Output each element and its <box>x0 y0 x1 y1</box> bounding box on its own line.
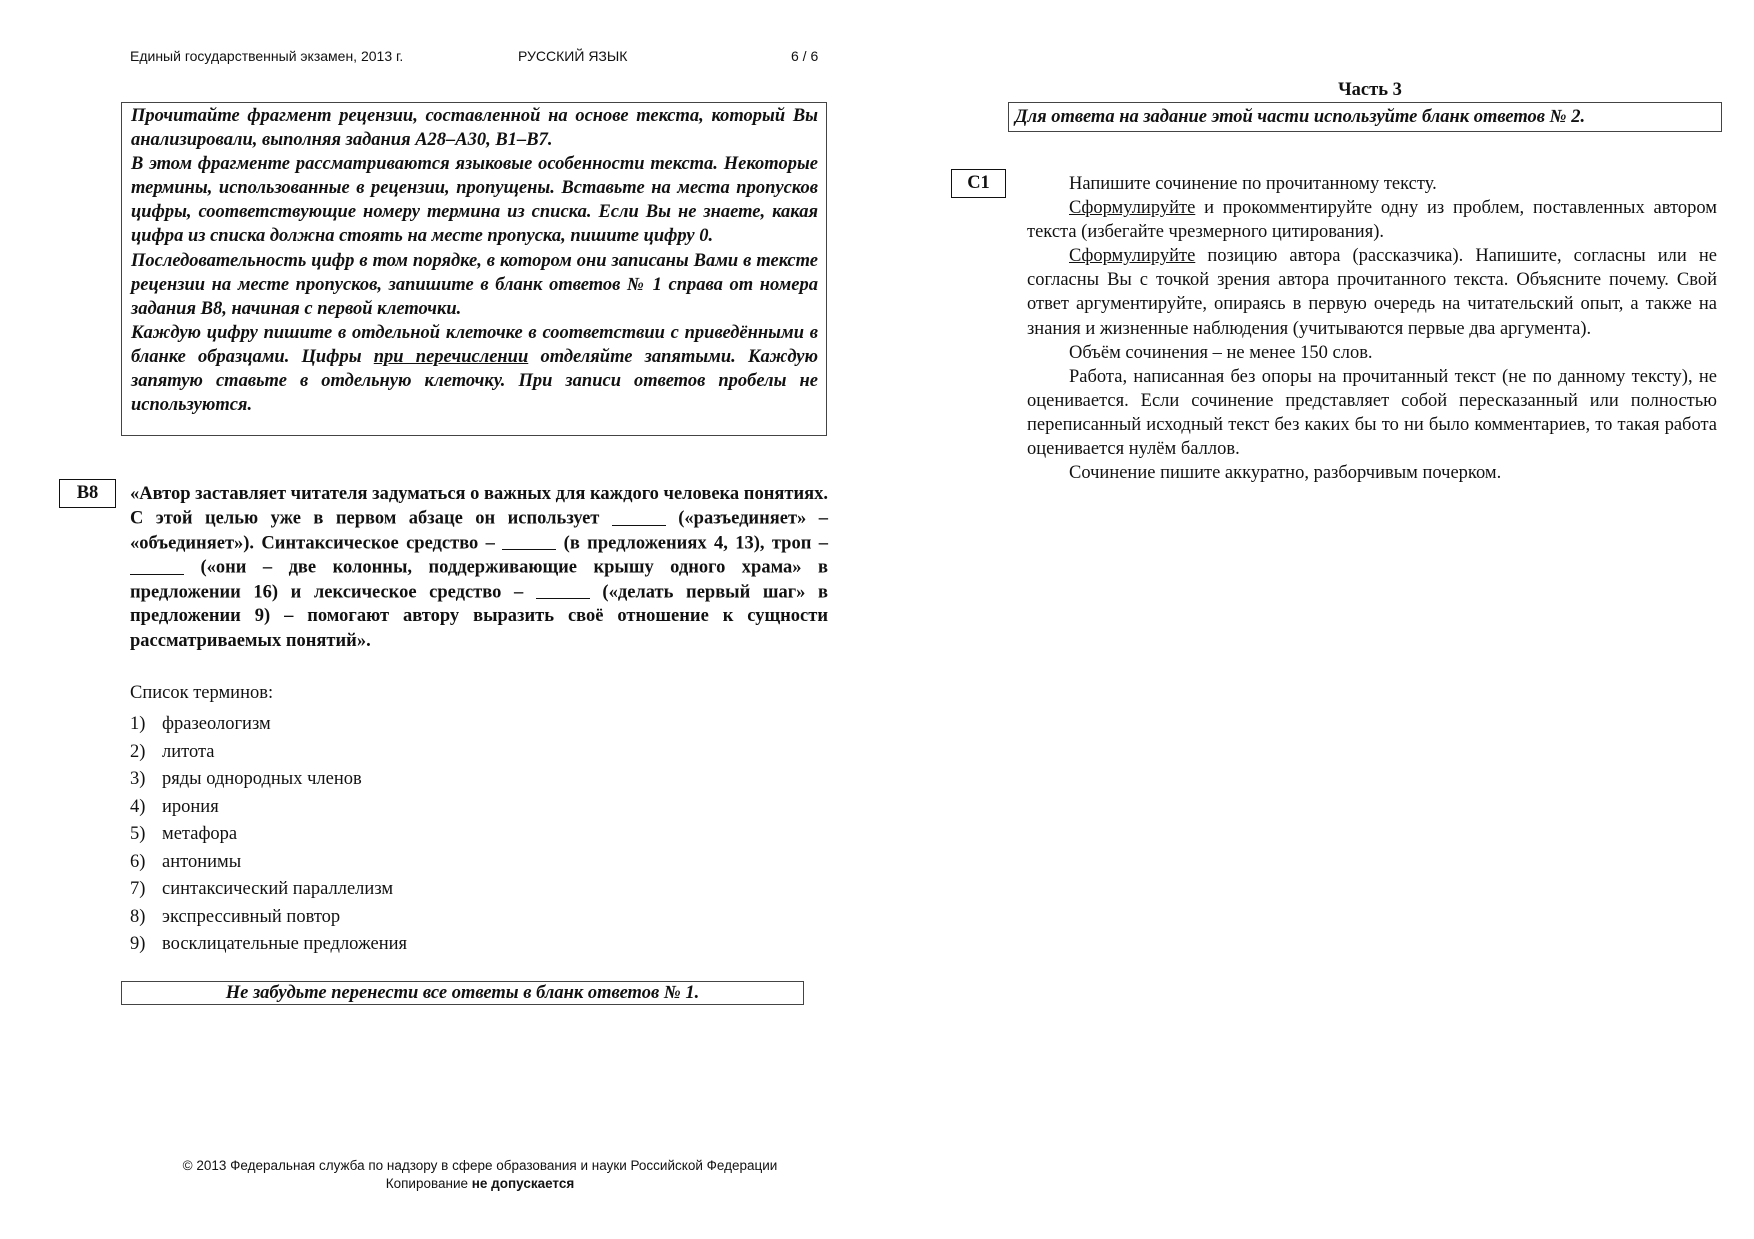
term-item <box>130 904 407 932</box>
term-item <box>130 766 407 794</box>
task-label-c1: С1 <box>951 169 1006 198</box>
instructions-box <box>121 102 827 436</box>
term-text: экспрессивный повтор <box>162 906 341 927</box>
term-number: 4) <box>130 796 146 817</box>
term-text: антонимы <box>162 851 242 872</box>
instructions-paragraph-3: Последовательность цифр в том порядке, в котором они записаны Вами в тексте рецензии на месте пропусков, запишите в бланк ответов № 1 справа от номера задания В8, начиная с первой клеточки. <box>131 250 818 319</box>
term-number: 7) <box>130 879 146 899</box>
term-text: ирония <box>162 796 219 817</box>
term-text: метафора <box>162 824 238 844</box>
part-title: Часть 3 <box>1338 80 1402 100</box>
instructions-p4-start: Каждую цифру пишите в отдельной клеточке в соответствии с приведёнными в бланке образцами. Цифры <box>131 322 818 367</box>
term-text: ряды однородных членов <box>162 769 362 789</box>
c1-p2-underlined: Сформулируйте <box>1069 198 1196 219</box>
b8-text-segment-3: (в предложениях 4, 13), троп – <box>556 533 828 554</box>
term-text: фразеологизм <box>162 714 271 734</box>
term-text: литота <box>162 741 215 762</box>
c1-paragraph-4: Объём сочинения – не менее 150 слов. <box>1069 342 1373 363</box>
term-number: 9) <box>130 934 146 954</box>
term-text: синтаксический параллелизм <box>162 879 394 899</box>
b8-blank-3 <box>130 555 184 575</box>
footer-copyright: © 2013 Федеральная служба по надзору в сфере образования и науки Российской Федерации <box>182 1158 778 1173</box>
instructions-paragraph-4 <box>131 321 818 417</box>
b8-text-segment-5: («делать первый шаг» в предложении 9) – помогают автору выразить своё отношение к сущности рассматриваемых понятий». <box>130 582 828 651</box>
term-text: восклицательные предложения <box>162 934 408 954</box>
c1-paragraph-5: Работа, написанная без опоры на прочитанный текст (не по данному тексту), не оценивается. Если сочинение представляет собой пересказанный или полностью переписанный исходный текст без каких бы то ни было комментариев, то такая работа оценивается нулём баллов. <box>1027 366 1717 460</box>
terms-list <box>130 711 407 959</box>
c1-task-text <box>1027 172 1717 485</box>
b8-blank-2 <box>502 531 556 551</box>
term-number: 3) <box>130 769 146 789</box>
c1-paragraph-1: Напишите сочинение по прочитанному тексту. <box>1069 174 1437 194</box>
instructions-p4-end: отделяйте запятыми. Каждую запятую ставьте в отдельную клеточку. При записи ответов пробелы не используются. <box>131 346 819 416</box>
part-instruction-box: Для ответа на задание этой части используйте бланк ответов № 2. <box>1008 102 1722 132</box>
footer-copy-bold: не допускается <box>471 1176 575 1191</box>
term-item <box>130 849 407 877</box>
term-item <box>130 739 407 767</box>
c1-p3-underlined: Сформулируйте <box>1069 246 1196 267</box>
instructions-paragraph-1: Прочитайте фрагмент рецензии, составленной на основе текста, который Вы анализировали, выполняя задания А28–А30, В1–В7. <box>131 106 818 151</box>
footer-copy-start: Копирование <box>385 1176 472 1191</box>
b8-review-text <box>130 482 828 653</box>
term-number: 5) <box>130 824 146 844</box>
b8-blank-1 <box>612 506 666 526</box>
header-subject: РУССКИЙ ЯЗЫК <box>518 48 628 64</box>
term-number: 6) <box>130 851 146 872</box>
term-item <box>130 931 407 959</box>
term-item <box>130 821 407 849</box>
term-number: 2) <box>130 741 146 762</box>
c1-paragraph-6: Сочинение пишите аккуратно, разборчивым почерком. <box>1069 463 1502 484</box>
footer <box>80 1157 880 1193</box>
term-number: 1) <box>130 714 146 734</box>
reminder-box: Не забудьте перенести все ответы в бланк ответов № 1. <box>121 981 804 1005</box>
c1-paragraph-3 <box>1027 244 1717 340</box>
b8-text-segment-1: «Автор заставляет читателя задуматься о важных для каждого человека понятиях. С этой целью уже в первом абзаце он использует <box>130 484 828 529</box>
task-label-b8: В8 <box>59 479 116 508</box>
term-number: 8) <box>130 906 146 927</box>
instructions-paragraph-2: В этом фрагменте рассматриваются языковые особенности текста. Некоторые термины, использованные в рецензии, пропущены. Вставьте на места пропусков цифры, соответствующие номеру термина из списка. Если Вы не знаете, какая цифра из списка должна стоять на месте пропуска, пишите цифру 0. <box>131 154 818 247</box>
terms-list-title: Список терминов: <box>130 683 274 703</box>
c1-p3-text: позицию автора (рассказчика). Напишите, согласны или не согласны Вы с точкой зрения автора прочитанного текста. Объясните почему. Свой ответ аргументируйте, опираясь в первую очередь на читательский опыт, а также на знания и жизненные наблюдения (учитываются первые два аргумента). <box>1027 246 1717 339</box>
term-item <box>130 711 407 739</box>
c1-paragraph-2 <box>1027 196 1717 244</box>
c1-p2-text: и прокомментируйте одну из проблем, поставленных автором текста (избегайте чрезмерного цитирования). <box>1027 198 1717 243</box>
b8-blank-4 <box>536 580 590 600</box>
header-page-number: 6 / 6 <box>791 48 819 64</box>
header-exam-title: Единый государственный экзамен, 2013 г. <box>130 48 404 64</box>
term-item <box>130 794 407 822</box>
b8-text-segment-4: («они – две колонны, поддерживающие крышу одного храма» в предложении 16) и лексическое средство – <box>130 557 828 603</box>
instructions-p4-underlined: при перечислении <box>373 346 529 367</box>
footer-copy-notice <box>80 1175 880 1193</box>
term-item <box>130 876 407 904</box>
b8-text-segment-2: («разъединяет» – «объединяет»). Синтаксическое средство – <box>130 508 828 554</box>
